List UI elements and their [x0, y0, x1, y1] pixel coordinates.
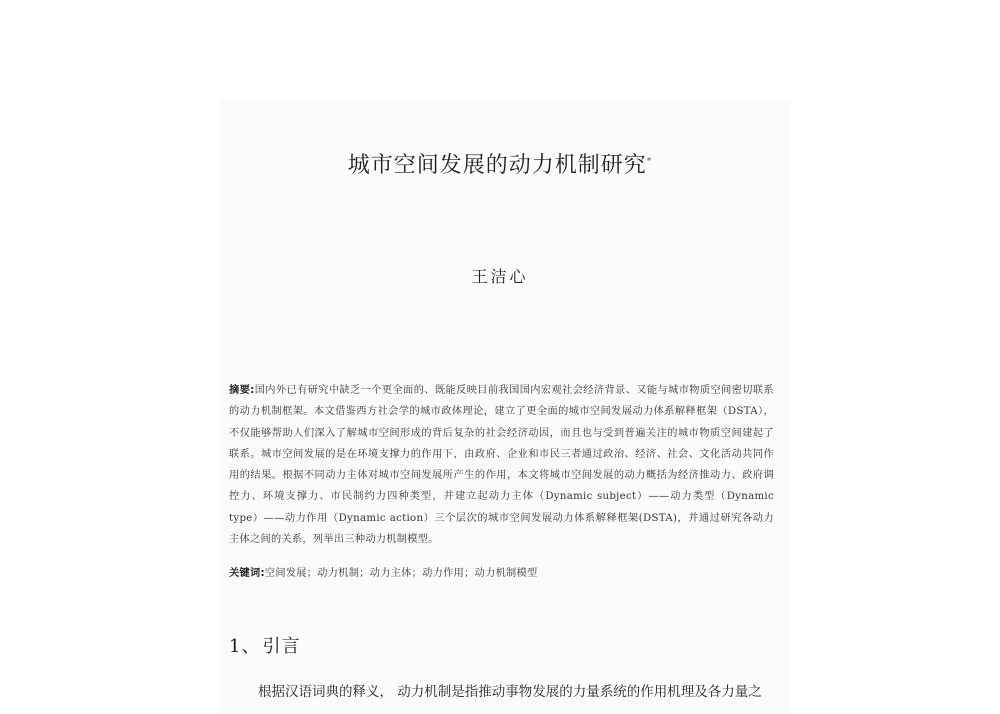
abstract-label: 摘要: — [229, 385, 255, 396]
paper-title — [0, 148, 1000, 179]
keywords-text: 空间发展；动力机制；动力主体；动力作用；动力机制模型 — [264, 568, 538, 579]
keywords — [229, 565, 774, 583]
body-paragraph: 根据汉语词典的释义， 动力机制是指推动事物发展的力量系统的作用机理及各力量之 — [258, 684, 762, 700]
paper-title-text: 城市空间发展的动力机制研究 — [347, 153, 647, 178]
title-footnote-marker: * — [646, 156, 653, 167]
abstract-text: 国内外已有研究中缺乏一个更全面的、既能反映目前我国国内宏观社会经济背景、又能与城市物质空间密切联系的动力机制框架。本文借鉴西方社会学的城市政体理论，建立了更全面的城市空间发展动力体系解释框架（DSTA），不仅能够帮助人们深入了解城市空间形成的背后复杂的社会经济动因，而且也与受到普遍关注的城市物质空间建起了联系。城市空间发展的是在环境支撑力的作用下，由政府、企业和市民三者通过政治、经济、社会、文化活动共同作用的结果。根据不同动力主体对城市空间发展所产生的作用，本文将城市空间发展的动力概括为经济推动力、政府调控力、环境支撑力、市民制约力四种类型，并建立起动力主体（Dynamic subject）——动力类型（Dynamic type）——动力作用（Dynamic action）三个层次的城市空间发展动力体系解释框架(DSTA)，并通过研究各动力主体之间的关系，列举出三种动力机制模型。 — [229, 385, 774, 546]
keywords-label: 关键词: — [229, 568, 265, 579]
section-heading — [229, 632, 300, 658]
section-number: 1、 — [229, 636, 261, 657]
abstract — [229, 380, 774, 550]
section-title: 引言 — [262, 636, 301, 657]
author-name: 王洁心 — [471, 267, 529, 286]
